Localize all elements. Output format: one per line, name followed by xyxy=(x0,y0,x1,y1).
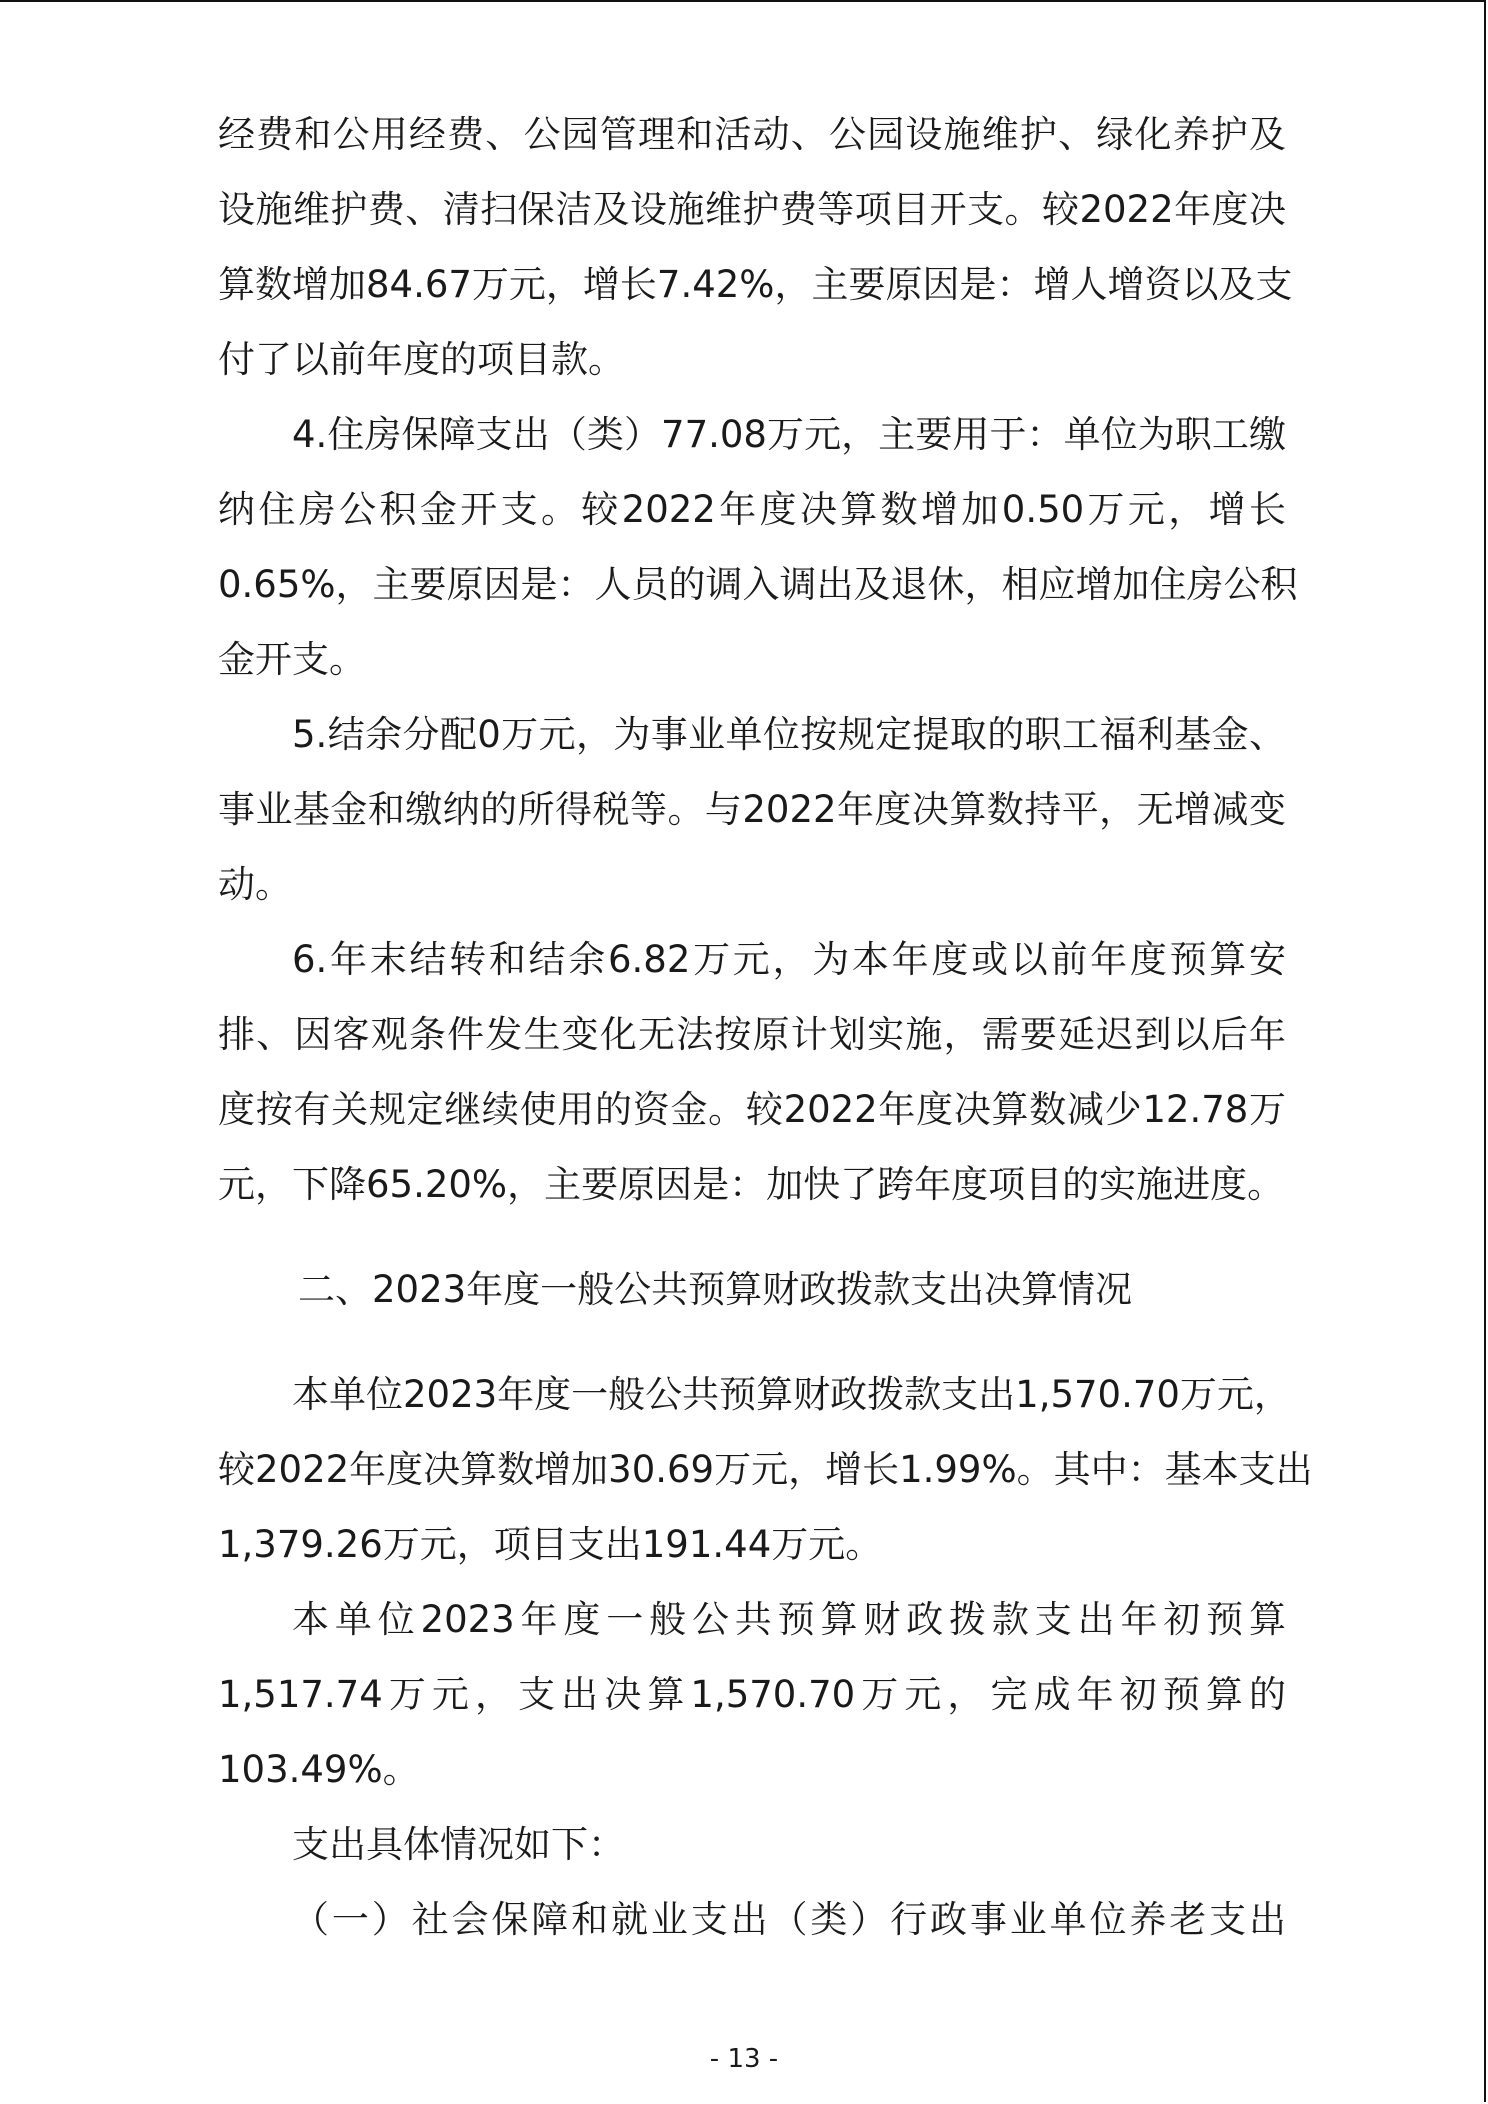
text-line: 动。 xyxy=(218,863,292,906)
text-line: 6.年末结转和结余6.82万元，为本年度或以前年度预算安 xyxy=(292,938,1286,981)
text-line: 纳住房公积金开支。较2022年度决算数增加0.50万元，增长 xyxy=(218,488,1286,531)
text-line: 103.49%。 xyxy=(218,1748,420,1791)
section-heading: 二、2023年度一般公共预算财政拨款支出决算情况 xyxy=(298,1268,1133,1311)
text-line: 金开支。 xyxy=(218,638,366,681)
text-line: 元，下降65.20%，主要原因是：加快了跨年度项目的实施进度。 xyxy=(218,1163,1285,1206)
text-line: 0.65%，主要原因是：人员的调入调出及退休，相应增加住房公积 xyxy=(218,563,1298,606)
text-line: 事业基金和缴纳的所得税等。与2022年度决算数持平，无增减变 xyxy=(218,788,1286,831)
text-line: 度按有关规定继续使用的资金。较2022年度决算数减少12.78万 xyxy=(218,1088,1286,1131)
text-line: 1,517.74万元，支出决算1,570.70万元，完成年初预算的 xyxy=(218,1673,1286,1716)
page-number: - 13 - xyxy=(709,2044,779,2074)
text-line: 本单位2023年度一般公共预算财政拨款支出年初预算 xyxy=(292,1598,1286,1641)
text-line: 经费和公用经费、公园管理和活动、公园设施维护、绿化养护及 xyxy=(218,113,1286,156)
page-body xyxy=(218,97,1313,1957)
text-line: 排、因客观条件发生变化无法按原计划实施，需要延迟到以后年 xyxy=(218,1013,1286,1056)
text-line: 本单位2023年度一般公共预算财政拨款支出1,570.70万元， xyxy=(292,1373,1291,1416)
text-line: 付了以前年度的项目款。 xyxy=(218,338,625,381)
text-line: （一）社会保障和就业支出（类）行政事业单位养老支出 xyxy=(292,1898,1286,1941)
text-line: 算数增加84.67万元，增长7.42%，主要原因是：增人增资以及支 xyxy=(218,263,1293,306)
text-line: 设施维护费、清扫保洁及设施维护费等项目开支。较2022年度决 xyxy=(218,188,1286,231)
text-line: 较2022年度决算数增加30.69万元，增长1.99%。其中：基本支出 xyxy=(218,1448,1313,1491)
text-line: 5.结余分配0万元，为事业单位按规定提取的职工福利基金、 xyxy=(292,713,1286,756)
text-line: 1,379.26万元，项目支出191.44万元。 xyxy=(218,1523,883,1566)
text-line: 4.住房保障支出（类）77.08万元，主要用于：单位为职工缴 xyxy=(292,413,1286,456)
text-line: 支出具体情况如下： xyxy=(292,1823,625,1866)
